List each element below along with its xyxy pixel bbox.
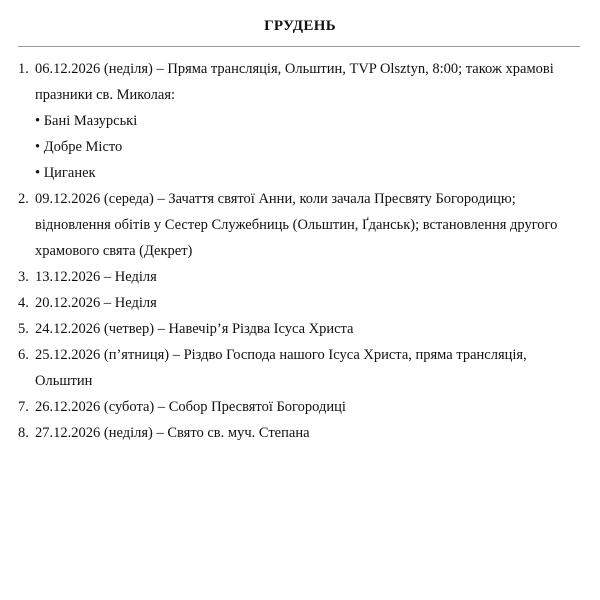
list-item-line: 13.12.2026 – Неділя <box>35 269 157 285</box>
list-item <box>18 394 588 420</box>
list-item <box>18 342 588 394</box>
list-item-line: празники св. Миколая: <box>35 87 176 103</box>
list-item-number: 3. <box>18 269 29 285</box>
list-item-number: 6. <box>18 347 29 363</box>
bullet-item: • Бані Мазурські <box>35 113 138 129</box>
list-item-line: 06.12.2026 (неділя) – Пряма трансляція, Ольштин, TVP Olsztyn, 8:00; також храмові <box>35 61 554 77</box>
list-item-text <box>35 290 588 316</box>
list-item-number: 2. <box>18 191 29 207</box>
list-item-text <box>35 264 588 290</box>
list-item-line: 27.12.2026 (неділя) – Свято св. муч. Степана <box>35 425 310 441</box>
list-item <box>18 420 588 446</box>
bullet-item: • Добре Місто <box>35 139 123 155</box>
list-item-text <box>35 316 588 342</box>
list-item-text <box>35 420 588 446</box>
title-divider <box>18 46 580 47</box>
list-item-line: 09.12.2026 (середа) – Зачаття святої Анни, коли зачала Пресвяту Богородицю; <box>35 191 516 207</box>
list-item-text <box>35 186 588 264</box>
list-item-text <box>35 394 588 420</box>
list-item-line: 25.12.2026 (п’ятниця) – Різдво Господа нашого Ісуса Христа, пряма трансляція, <box>35 347 527 363</box>
list-item-line: Ольштин <box>35 373 93 389</box>
list-item-text <box>35 56 588 108</box>
list-item-line: храмового свята (Декрет) <box>35 243 193 259</box>
page-title: ГРУДЕНЬ <box>264 18 336 34</box>
list-item <box>18 56 588 108</box>
list-item-line: 26.12.2026 (субота) – Собор Пресвятої Богородиці <box>35 399 346 415</box>
event-list <box>18 56 588 446</box>
list-item-number: 1. <box>18 61 29 77</box>
list-item-line: 20.12.2026 – Неділя <box>35 295 157 311</box>
list-item <box>18 264 588 290</box>
list-item-text <box>35 342 588 394</box>
list-item-number: 5. <box>18 321 29 337</box>
list-item-line: відновлення обітів у Сестер Служебниць (Ольштин, Ґданськ); встановлення другого <box>35 217 558 233</box>
bullet-item: • Циганек <box>35 165 96 181</box>
list-item-number: 4. <box>18 295 29 311</box>
list-item-number: 8. <box>18 425 29 441</box>
list-item-number: 7. <box>18 399 29 415</box>
list-item <box>18 316 588 342</box>
list-item <box>18 290 588 316</box>
list-item-line: 24.12.2026 (четвер) – Навечір’я Різдва Ісуса Христа <box>35 321 354 337</box>
list-item <box>18 186 588 264</box>
